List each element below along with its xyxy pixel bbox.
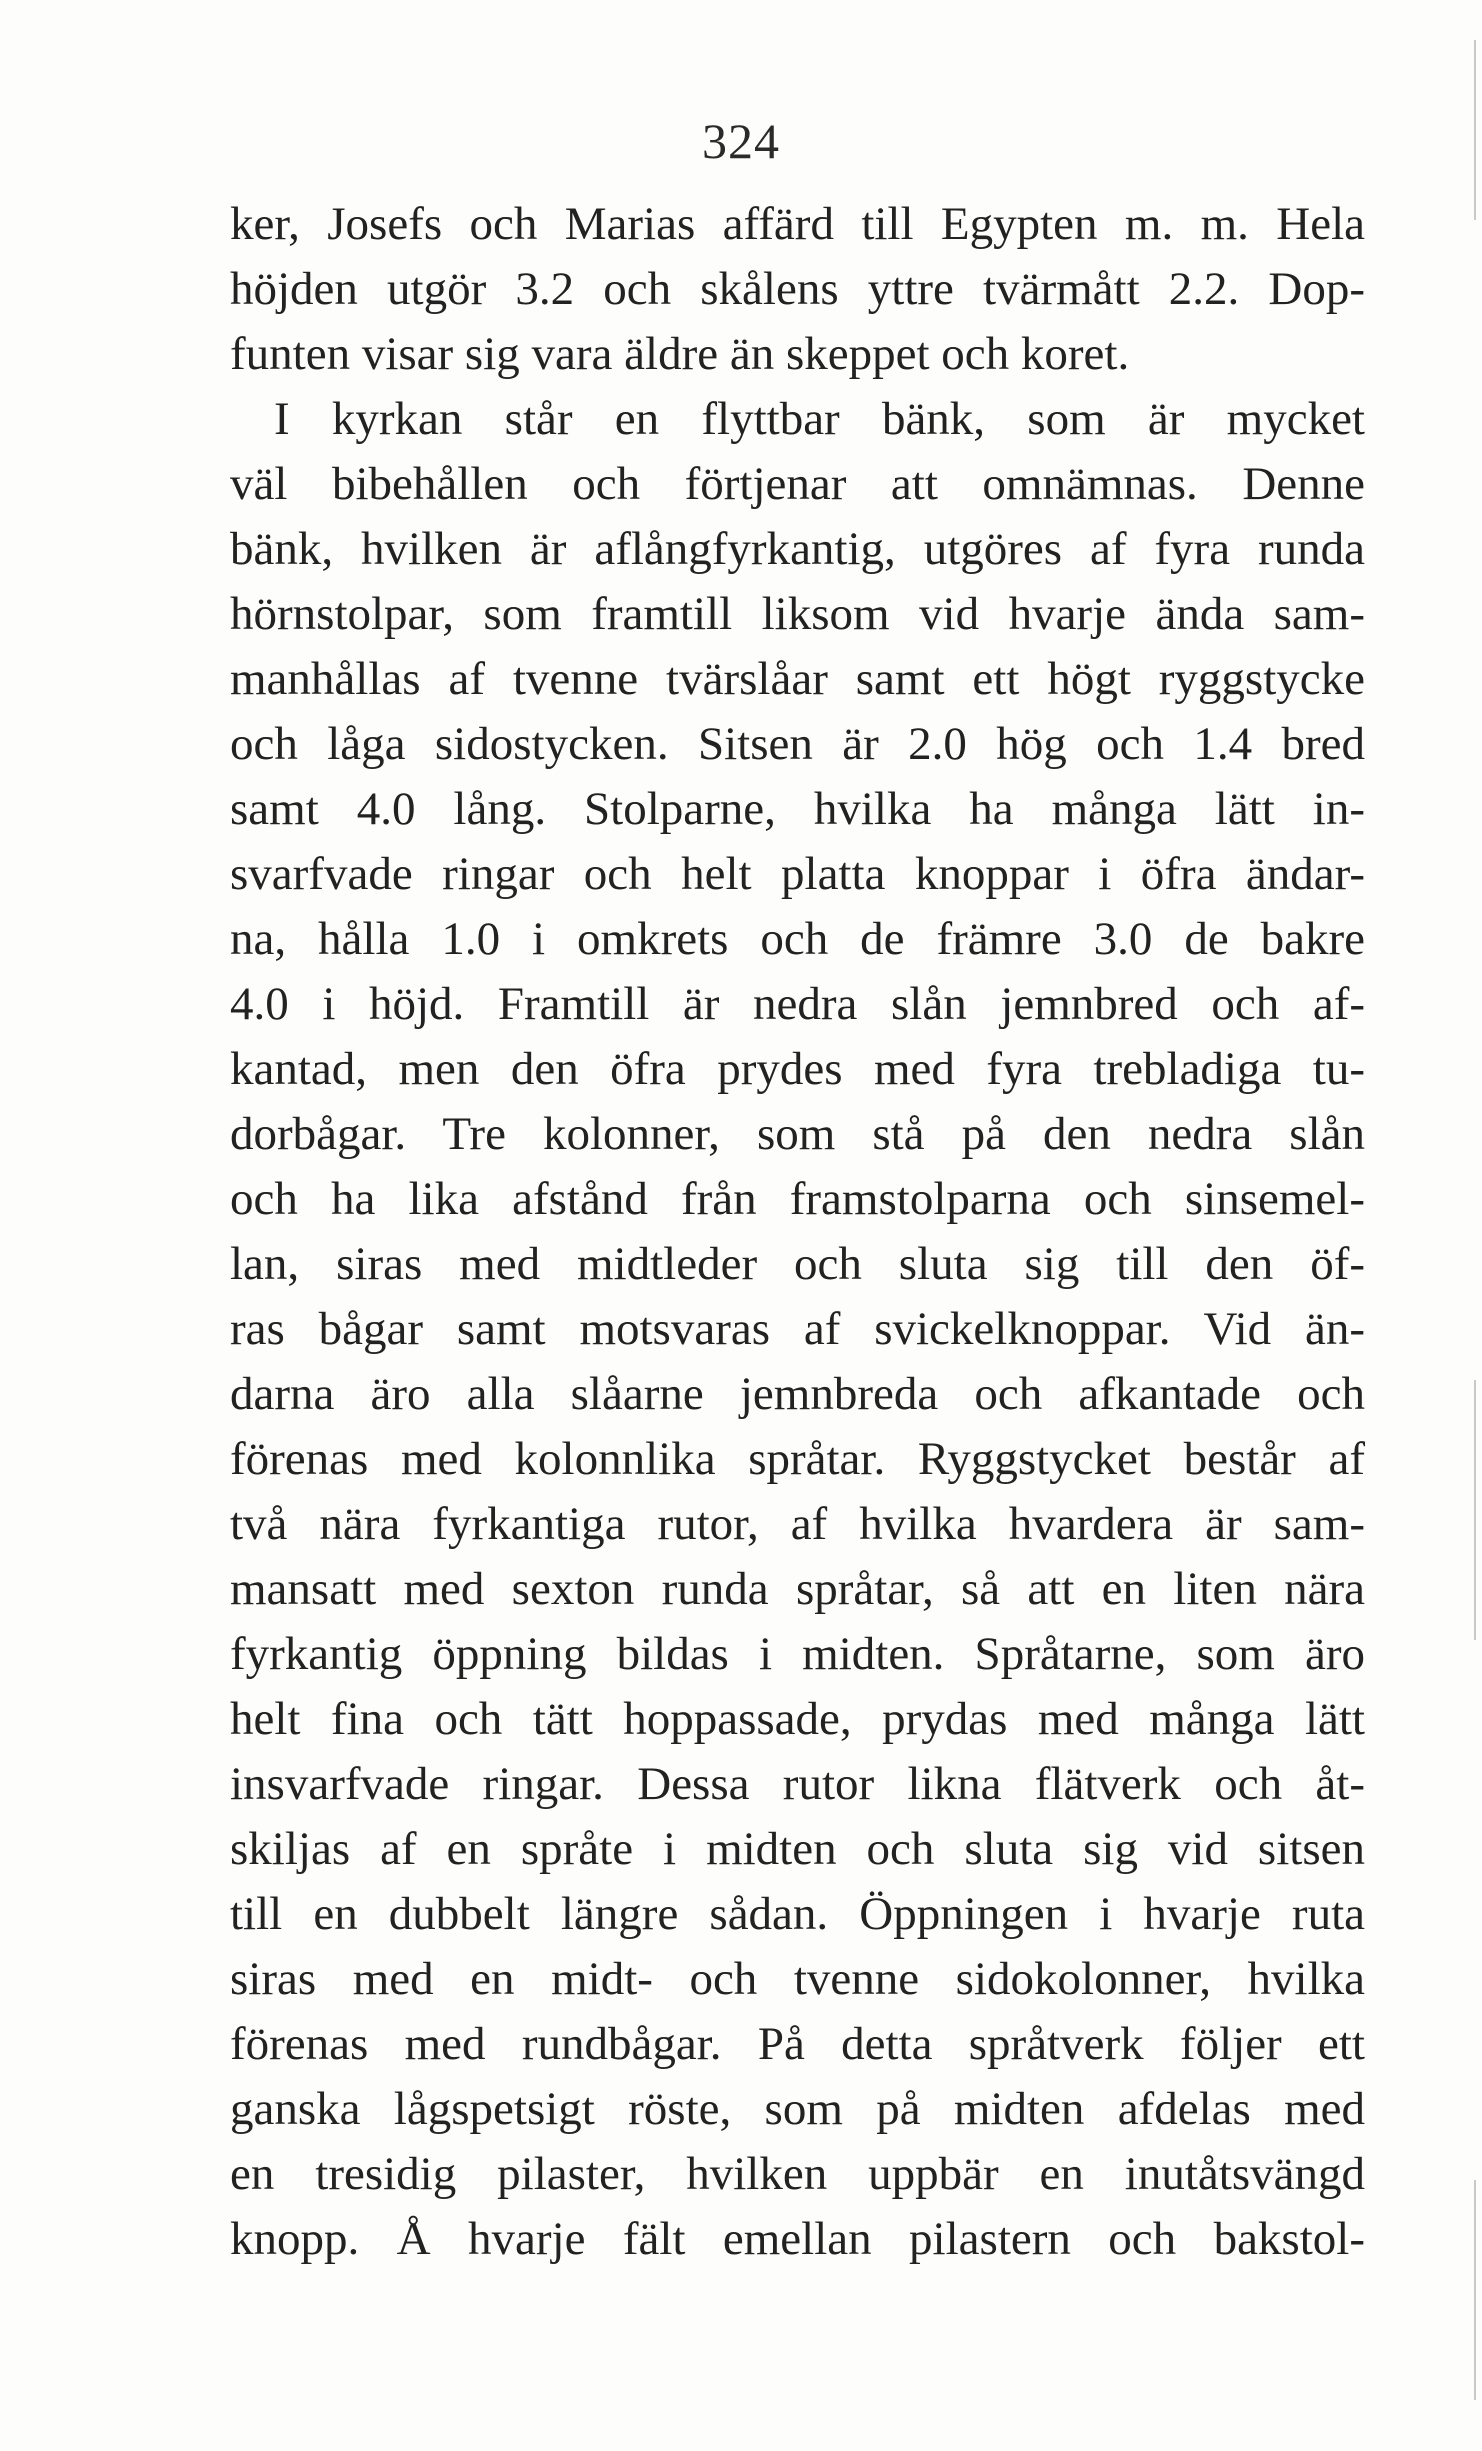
text-line: na, hålla 1.0 i omkrets och de främre 3.0 de bakre <box>230 913 1365 965</box>
text-line: 4.0 i höjd. Framtill är nedra slån jemnbred och af- <box>230 978 1365 1030</box>
text-line: och låga sidostycken. Sitsen är 2.0 hög och 1.4 bred <box>230 718 1365 770</box>
text-line: till en dubbelt längre sådan. Öppningen i hvarje ruta <box>230 1888 1365 1940</box>
text-line: lan, siras med midtleder och sluta sig till den öf- <box>230 1238 1365 1290</box>
text-line: hörnstolpar, som framtill liksom vid hvarje ända sam- <box>230 588 1365 640</box>
text-line: mansatt med sexton runda språtar, så att en liten nära <box>230 1563 1365 1615</box>
text-line: insvarfvade ringar. Dessa rutor likna flätverk och åt- <box>230 1758 1365 1810</box>
text-line: dorbågar. Tre kolonner, som stå på den nedra slån <box>230 1108 1365 1160</box>
text-line: och ha lika afstånd från framstolparna och sinsemel- <box>230 1173 1365 1225</box>
text-line: ras bågar samt motsvaras af svickelknoppar. Vid än- <box>230 1303 1365 1355</box>
text-line: funten visar sig vara äldre än skeppet och koret. <box>230 328 1130 380</box>
page-edge-shadow <box>1474 40 1476 220</box>
text-line: bänk, hvilken är aflångfyrkantig, utgöres af fyra runda <box>230 523 1365 575</box>
text-line: ganska lågspetsigt röste, som på midten afdelas med <box>230 2083 1365 2135</box>
text-line: darna äro alla slåarne jemnbreda och afkantade och <box>230 1368 1365 1420</box>
text-line: väl bibehållen och förtjenar att omnämnas. Denne <box>230 458 1365 510</box>
text-line: förenas med rundbågar. På detta språtverk följer ett <box>230 2018 1365 2070</box>
text-line: ker, Josefs och Marias affärd till Egypten m. m. Hela <box>230 198 1365 250</box>
page-edge-shadow <box>1474 1380 1476 1640</box>
page-number: 324 <box>702 113 780 169</box>
body-text <box>230 192 1365 2272</box>
text-line: manhållas af tvenne tvärslåar samt ett högt ryggstycke <box>230 653 1365 705</box>
text-line: knopp. Å hvarje fält emellan pilastern och bakstol- <box>230 2213 1365 2265</box>
text-line: förenas med kolonnlika språtar. Ryggstycket består af <box>230 1433 1365 1485</box>
text-line: samt 4.0 lång. Stolparne, hvilka ha många lätt in- <box>230 783 1365 835</box>
page-edge-shadow <box>1474 2180 1476 2400</box>
text-line: I kyrkan står en flyttbar bänk, som är mycket <box>274 393 1365 445</box>
text-line: en tresidig pilaster, hvilken uppbär en inutåtsvängd <box>230 2148 1365 2200</box>
text-line: skiljas af en språte i midten och sluta sig vid sitsen <box>230 1823 1365 1875</box>
text-line: två nära fyrkantiga rutor, af hvilka hvardera är sam- <box>230 1498 1365 1550</box>
text-line: kantad, men den öfra prydes med fyra trebladiga tu- <box>230 1043 1365 1095</box>
text-line: svarfvade ringar och helt platta knoppar i öfra ändar- <box>230 848 1365 900</box>
text-line: höjden utgör 3.2 och skålens yttre tvärmått 2.2. Dop- <box>230 263 1365 315</box>
text-line: siras med en midt- och tvenne sidokolonner, hvilka <box>230 1953 1365 2005</box>
text-line: helt fina och tätt hoppassade, prydas med många lätt <box>230 1693 1365 1745</box>
text-line: fyrkantig öppning bildas i midten. Språtarne, som äro <box>230 1628 1365 1680</box>
